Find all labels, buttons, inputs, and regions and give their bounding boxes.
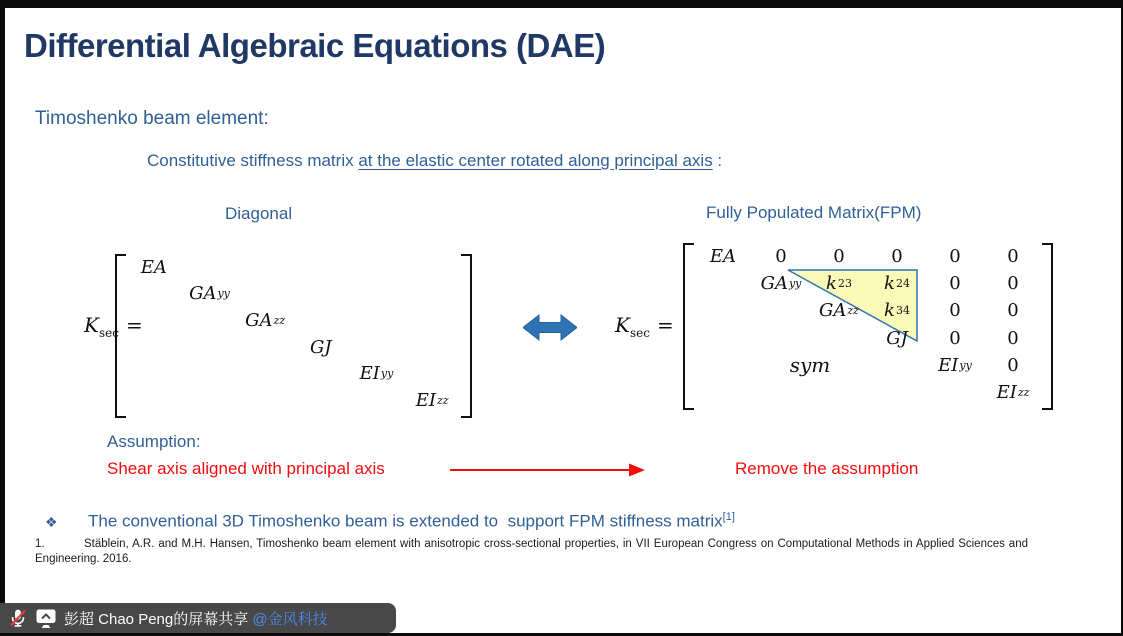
footnote: [35, 537, 1028, 567]
remove-assumption-text: Remove the assumption: [735, 459, 919, 478]
fpm-heading: Fully Populated Matrix(FPM): [706, 203, 922, 222]
matrix-cell: 0: [949, 273, 961, 295]
matrix-cell: 0: [949, 300, 961, 322]
constitutive-prefix: Constitutive stiffness matrix: [147, 151, 359, 170]
matrix-cell: 0: [949, 327, 961, 349]
mic-muted-icon: [8, 606, 28, 630]
share-bar-text: [64, 608, 328, 629]
matrix-cell: GA zz: [245, 310, 286, 332]
assumption-text: Shear axis aligned with principal axis: [107, 459, 385, 478]
matrix-cell: GA yy: [760, 273, 802, 295]
k-sec-label-fpm: [615, 313, 674, 340]
left-bracket: [115, 254, 126, 418]
matrix-cell: 0: [833, 246, 845, 268]
matrix-cell-highlighted: k 34: [884, 300, 910, 322]
sharer-name: 彭超 Chao Peng的屏幕共享: [64, 610, 253, 628]
k-subscript: sec: [98, 326, 119, 340]
constitutive-suffix: :: [712, 151, 723, 170]
k-base: K: [615, 313, 630, 337]
right-bracket: [1042, 243, 1053, 410]
constitutive-line: [147, 151, 722, 171]
matrix-cell: 0: [1007, 354, 1019, 376]
k-subscript: sec: [629, 326, 650, 340]
matrix-cell: GA zz: [819, 300, 859, 322]
footnote-index: 1.: [35, 538, 45, 550]
slide-title: Differential Algebraic Equations (DAE): [24, 27, 606, 64]
bullet-text: [88, 511, 735, 532]
sym-label: sym: [789, 353, 831, 378]
k-base: K: [84, 313, 99, 337]
constitutive-underlined: at the elastic center rotated along principal axis: [358, 151, 713, 170]
matrix-cell: GA yy: [189, 283, 230, 305]
right-bracket: [461, 254, 472, 418]
matrix-cell-highlighted: k 24: [884, 273, 910, 295]
screen-share-bar[interactable]: [0, 603, 396, 633]
equals-sign: =: [125, 313, 143, 337]
matrix-cell: 0: [775, 246, 787, 268]
matrix-cell: EI zz: [415, 390, 449, 412]
assumption-label: Assumption:: [107, 432, 201, 451]
fpm-matrix-grid: [694, 243, 1042, 406]
matrix-cell-highlighted: k 23: [826, 273, 852, 295]
matrix-cell: 0: [1007, 246, 1019, 268]
section-heading: Timoshenko beam element:: [35, 108, 269, 129]
matrix-cell: 0: [891, 246, 903, 268]
matrix-cell: 0: [949, 246, 961, 268]
screen-share-icon: [35, 608, 57, 629]
matrix-cell: EI yy: [359, 363, 394, 385]
bullet-text-body: The conventional 3D Timoshenko beam is extended to support FPM stiffness matrix: [88, 511, 723, 531]
diagonal-heading: Diagonal: [225, 204, 293, 223]
double-arrow-icon: [523, 314, 577, 341]
matrix-cell: 0: [1007, 273, 1019, 295]
mention-tag[interactable]: @金风科技: [252, 610, 328, 628]
matrix-cell: GJ: [886, 327, 908, 349]
equals-sign: =: [656, 313, 674, 337]
matrix-cell: EI zz: [996, 381, 1030, 403]
matrix-cell: 0: [1007, 327, 1019, 349]
red-arrow-icon: [450, 461, 646, 479]
matrix-cell: 0: [1007, 300, 1019, 322]
matrix-cell: EI yy: [938, 354, 972, 376]
left-bracket: [683, 243, 694, 410]
matrix-cell: EA: [140, 256, 167, 278]
citation-superscript: [1]: [722, 511, 735, 523]
matrix-cell: EA: [709, 246, 737, 268]
diamond-bullet-icon: ❖: [45, 514, 58, 530]
diagonal-matrix-grid: [126, 254, 460, 414]
footnote-text: Stäblein, A.R. and M.H. Hansen, Timoshenko beam element with anisotropic cross-sectional properties, in VII European Congress on Computational Methods in Applied Sciences and Engineering. 2016.: [35, 538, 1028, 566]
matrix-cell: GJ: [310, 336, 332, 358]
